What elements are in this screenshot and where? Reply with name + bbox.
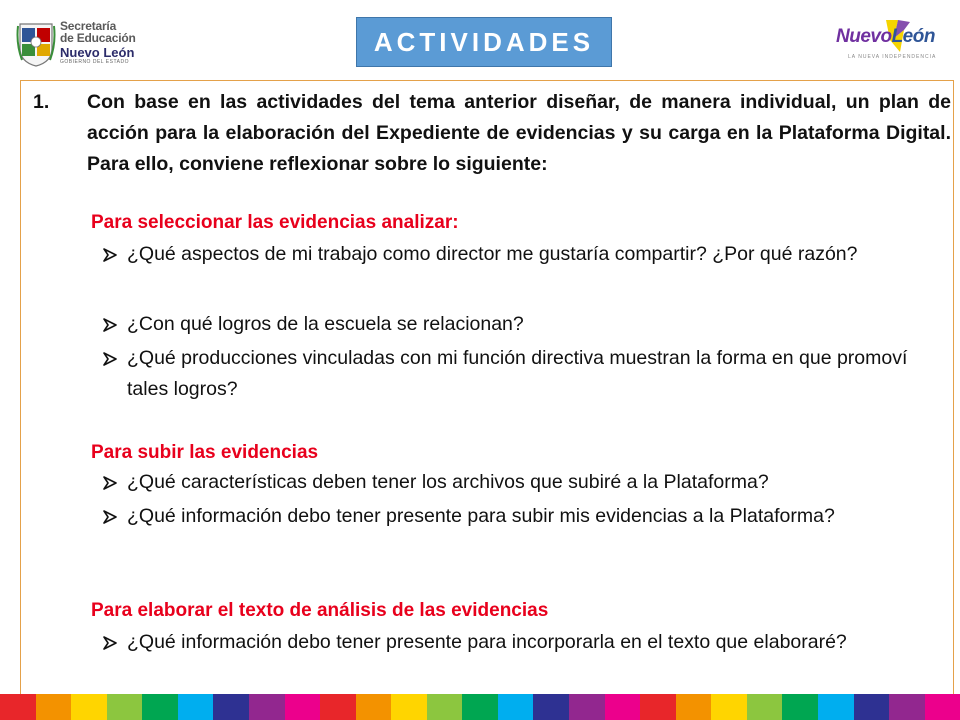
arrow-bullet-icon: [103, 318, 117, 332]
stripe-segment: [427, 694, 463, 720]
activities-title-box: [356, 17, 612, 67]
arrow-bullet-icon: [103, 510, 117, 524]
stripe-segment: [0, 694, 36, 720]
stripe-segment: [320, 694, 356, 720]
secretaria-educacion-logo: [16, 14, 166, 76]
stripe-segment: [818, 694, 854, 720]
arrow-bullet-icon: [103, 248, 117, 262]
stripe-segment: [925, 694, 960, 720]
stripe-segment: [854, 694, 890, 720]
wordmark-nuevo: Nuevo: [836, 26, 892, 47]
stripe-segment: [676, 694, 712, 720]
stripe-segment: [36, 694, 72, 720]
logo-line-nuevo-leon: Nuevo León: [60, 45, 135, 60]
bullet-text: ¿Qué características deben tener los archivos que subiré a la Plataforma?: [127, 471, 769, 493]
state-seal-icon: [16, 20, 56, 68]
stripe-segment: [711, 694, 747, 720]
nuevo-leon-wordmark: [836, 26, 935, 48]
stripe-segment: [782, 694, 818, 720]
content-frame: [20, 80, 954, 696]
logo-line-secretaria: Secretaría: [60, 19, 117, 33]
stripe-segment: [569, 694, 605, 720]
item-text: Con base en las actividades del tema anterior diseñar, de manera individual, un plan de acción para la elaboración del Expediente de evidencias y su carga en la Plataforma Digital. Para ello, conviene reflexionar sobre lo siguiente:: [87, 91, 951, 175]
nuevo-leon-tagline: LA NUEVA INDEPENDENCIA: [848, 54, 937, 60]
bullet-text: ¿Qué aspectos de mi trabajo como director me gustaría compartir? ¿Por qué razón?: [127, 243, 858, 265]
stripe-segment: [142, 694, 178, 720]
stripe-segment: [285, 694, 321, 720]
logo-line-educacion: de Educación: [60, 31, 136, 45]
stripe-segment: [356, 694, 392, 720]
item-number: 1.: [33, 91, 50, 113]
stripe-segment: [747, 694, 783, 720]
stripe-segment: [533, 694, 569, 720]
bullet-text: ¿Con qué logros de la escuela se relacionan?: [127, 313, 524, 335]
stripe-segment: [462, 694, 498, 720]
stripe-segment: [605, 694, 641, 720]
nuevo-leon-logo: [836, 18, 946, 64]
wordmark-leon: León: [891, 26, 935, 47]
arrow-bullet-icon: [103, 636, 117, 650]
arrow-bullet-icon: [103, 476, 117, 490]
page-title: ACTIVIDADES: [373, 26, 595, 57]
section-heading-analysis: Para elaborar el texto de análisis de las evidencias: [91, 600, 549, 621]
bullet-text: ¿Qué información debo tener presente para subir mis evidencias a la Plataforma?: [127, 505, 835, 527]
stripe-segment: [498, 694, 534, 720]
stripe-segment: [640, 694, 676, 720]
decorative-color-stripe: [0, 694, 960, 720]
section-heading-select: Para seleccionar las evidencias analizar:: [91, 212, 459, 233]
stripe-segment: [178, 694, 214, 720]
logo-line-gobierno: GOBIERNO DEL ESTADO: [60, 59, 129, 65]
stripe-segment: [213, 694, 249, 720]
stripe-segment: [249, 694, 285, 720]
stripe-segment: [71, 694, 107, 720]
bullet-text: ¿Qué producciones vinculadas con mi función directiva muestran la forma en que promoví tales logros?: [127, 347, 908, 400]
arrow-bullet-icon: [103, 352, 117, 366]
bullet-text: ¿Qué información debo tener presente para incorporarla en el texto que elaboraré?: [127, 631, 847, 653]
stripe-segment: [889, 694, 925, 720]
section-heading-upload: Para subir las evidencias: [91, 442, 319, 463]
stripe-segment: [391, 694, 427, 720]
stripe-segment: [107, 694, 143, 720]
